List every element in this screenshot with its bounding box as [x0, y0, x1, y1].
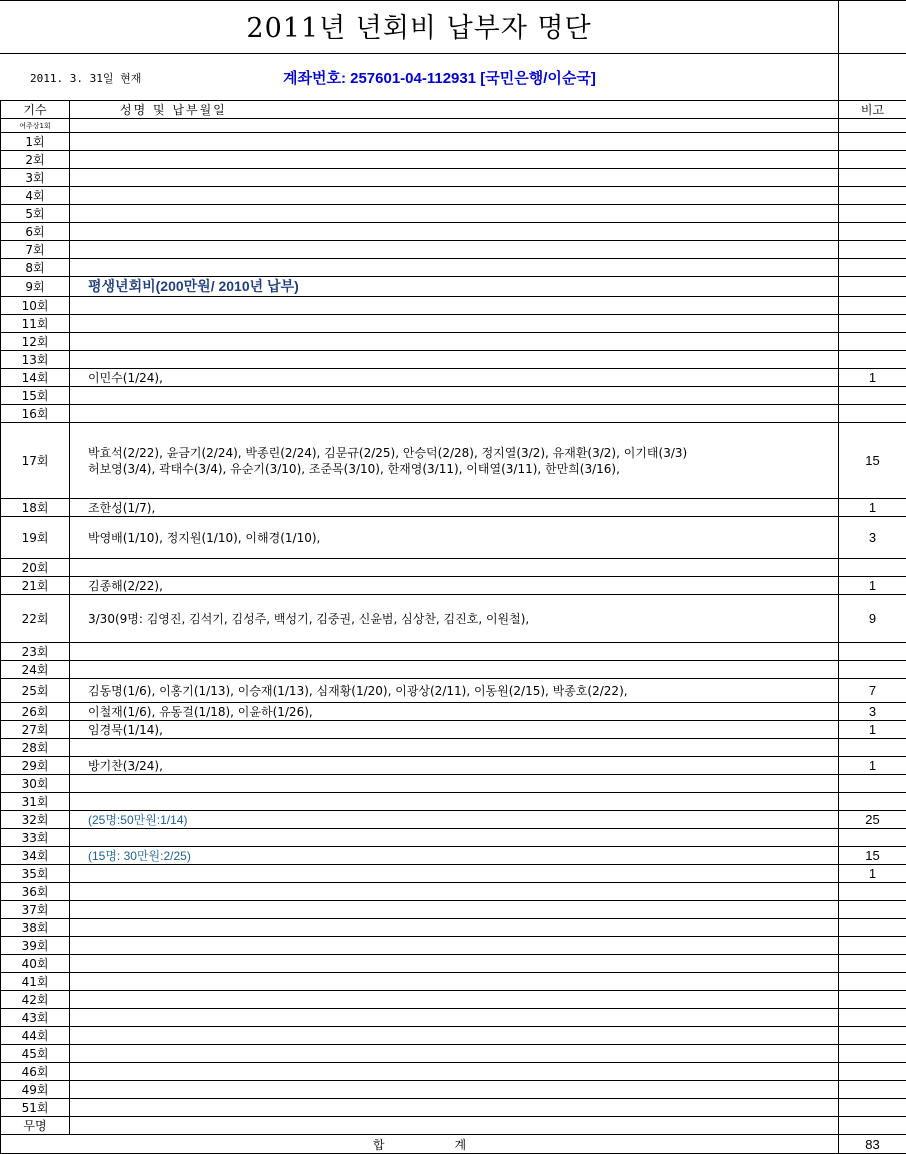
table-row — [1, 241, 906, 259]
cell-names — [70, 793, 839, 811]
cell-names — [70, 865, 839, 883]
cell-generation: 25회 — [1, 679, 70, 703]
table-row — [1, 901, 906, 919]
table-row — [1, 499, 906, 517]
cell-names — [70, 241, 839, 259]
cell-generation: 33회 — [1, 829, 70, 847]
table-row — [1, 205, 906, 223]
table-row — [1, 919, 906, 937]
cell-note — [839, 991, 906, 1009]
names-line: 박효석(2/22), 윤금기(2/24), 박종린(2/24), 김문규(2/25), 안승덕(2/28), 정지열(3/2), 유재환(3/2), 이기태(3/3) — [88, 445, 838, 461]
cell-note — [839, 169, 906, 187]
cell-names — [70, 991, 839, 1009]
cell-note — [839, 1045, 906, 1063]
cell-generation: 4회 — [1, 187, 70, 205]
table-row — [1, 937, 906, 955]
subtitle-row — [0, 53, 906, 101]
names-text: 김동명(1/6), 이홍기(1/13), 이승재(1/13), 심재황(1/20), 이광상(2/11), 이동원(2/15), 박종호(2/22), — [88, 684, 628, 698]
cell-note — [839, 259, 906, 277]
cell-generation: 11회 — [1, 315, 70, 333]
cell-generation: 5회 — [1, 205, 70, 223]
table-row — [1, 703, 906, 721]
cell-names — [70, 187, 839, 205]
table-row — [1, 775, 906, 793]
cell-generation: 15회 — [1, 387, 70, 405]
cell-generation: 3회 — [1, 169, 70, 187]
names-text: 이민수(1/24), — [88, 371, 163, 385]
cell-names — [70, 1009, 839, 1027]
cell-generation: 40회 — [1, 955, 70, 973]
table-row — [1, 169, 906, 187]
cell-note — [839, 829, 906, 847]
cell-note — [839, 205, 906, 223]
names-text: 이철재(1/6), 유동걸(1/18), 이윤하(1/26), — [88, 705, 313, 719]
payment-table — [0, 100, 906, 1154]
table-row — [1, 883, 906, 901]
cell-note — [839, 643, 906, 661]
table-row — [1, 721, 906, 739]
cell-note: 15 — [839, 423, 906, 499]
cell-generation: 23회 — [1, 643, 70, 661]
cell-names — [70, 315, 839, 333]
cell-note — [839, 297, 906, 315]
table-row — [1, 151, 906, 169]
cell-note — [839, 151, 906, 169]
table-row — [1, 277, 906, 297]
cell-note — [839, 883, 906, 901]
cell-generation: 51회 — [1, 1099, 70, 1117]
cell-names — [70, 259, 839, 277]
cell-names — [70, 119, 839, 133]
cell-generation: 20회 — [1, 559, 70, 577]
table-row — [1, 1117, 906, 1135]
table-row — [1, 793, 906, 811]
names-text: 박영배(1/10), 정지원(1/10), 이해경(1/10), — [88, 531, 320, 545]
cell-generation: 45회 — [1, 1045, 70, 1063]
cell-generation: 여주상1회 — [1, 119, 70, 133]
header-note: 비고 — [839, 101, 906, 119]
cell-generation: 22회 — [1, 595, 70, 643]
cell-generation: 9회 — [1, 277, 70, 297]
table-header — [1, 101, 906, 119]
table-row — [1, 661, 906, 679]
table-row — [1, 1099, 906, 1117]
cell-generation: 6회 — [1, 223, 70, 241]
cell-names — [70, 595, 839, 643]
table-row — [1, 643, 906, 661]
table-row — [1, 865, 906, 883]
cell-note: 1 — [839, 865, 906, 883]
cell-generation: 13회 — [1, 351, 70, 369]
cell-generation: 21회 — [1, 577, 70, 595]
cell-generation: 41회 — [1, 973, 70, 991]
cell-names — [70, 739, 839, 757]
cell-generation: 14회 — [1, 369, 70, 387]
cell-names — [70, 1099, 839, 1117]
title-row — [0, 0, 906, 54]
cell-generation: 19회 — [1, 517, 70, 559]
table-row — [1, 133, 906, 151]
cell-generation: 8회 — [1, 259, 70, 277]
table-row — [1, 847, 906, 865]
cell-note: 9 — [839, 595, 906, 643]
table-row — [1, 829, 906, 847]
total-label-b: 계 — [455, 1136, 467, 1153]
cell-names — [70, 423, 839, 499]
names-text: (25명:50만원:1/14) — [88, 813, 188, 827]
bank-account: 계좌번호: 257601-04-112931 [국민은행/이순국] — [283, 67, 596, 88]
cell-note — [839, 739, 906, 757]
total-label — [1, 1135, 839, 1154]
cell-note — [839, 955, 906, 973]
table-row — [1, 223, 906, 241]
cell-generation: 18회 — [1, 499, 70, 517]
cell-names — [70, 1081, 839, 1099]
table-row — [1, 991, 906, 1009]
cell-generation: 44회 — [1, 1027, 70, 1045]
table-row — [1, 1009, 906, 1027]
cell-names — [70, 499, 839, 517]
cell-names — [70, 297, 839, 315]
cell-names — [70, 369, 839, 387]
cell-generation: 29회 — [1, 757, 70, 775]
cell-note: 7 — [839, 679, 906, 703]
table-row — [1, 757, 906, 775]
cell-names — [70, 1027, 839, 1045]
cell-names — [70, 517, 839, 559]
names-text: 임경묵(1/14), — [88, 723, 163, 737]
cell-names — [70, 1117, 839, 1135]
cell-names — [70, 973, 839, 991]
names-text: (15명: 30만원:2/25) — [88, 849, 191, 863]
cell-note — [839, 1081, 906, 1099]
cell-note — [839, 661, 906, 679]
cell-names — [70, 679, 839, 703]
table-row — [1, 595, 906, 643]
table-row — [1, 577, 906, 595]
cell-generation: 31회 — [1, 793, 70, 811]
cell-generation: 38회 — [1, 919, 70, 937]
cell-note — [839, 187, 906, 205]
cell-names — [70, 387, 839, 405]
cell-generation: 34회 — [1, 847, 70, 865]
cell-names — [70, 643, 839, 661]
table-row — [1, 333, 906, 351]
cell-note: 15 — [839, 847, 906, 865]
cell-note — [839, 315, 906, 333]
cell-note — [839, 937, 906, 955]
cell-note — [839, 351, 906, 369]
cell-generation: 1회 — [1, 133, 70, 151]
cell-names — [70, 937, 839, 955]
cell-names — [70, 955, 839, 973]
cell-note — [839, 1063, 906, 1081]
cell-generation: 46회 — [1, 1063, 70, 1081]
cell-names — [70, 703, 839, 721]
title-right-cell — [838, 1, 906, 54]
header-gen: 기수 — [1, 101, 70, 119]
cell-names — [70, 883, 839, 901]
cell-generation: 16회 — [1, 405, 70, 423]
cell-names — [70, 351, 839, 369]
cell-note: 3 — [839, 703, 906, 721]
cell-note: 1 — [839, 577, 906, 595]
cell-names — [70, 811, 839, 829]
cell-names — [70, 757, 839, 775]
cell-generation: 49회 — [1, 1081, 70, 1099]
cell-note — [839, 901, 906, 919]
cell-names — [70, 405, 839, 423]
cell-note — [839, 1009, 906, 1027]
table-row — [1, 423, 906, 499]
cell-note: 1 — [839, 499, 906, 517]
names-line: 허보영(3/4), 곽태수(3/4), 유순기(3/10), 조준목(3/10), 한재영(3/11), 이태열(3/11), 한만희(3/16), — [88, 461, 838, 477]
table-row — [1, 405, 906, 423]
table-row — [1, 739, 906, 757]
table-row — [1, 351, 906, 369]
cell-names — [70, 151, 839, 169]
cell-names — [70, 775, 839, 793]
cell-names — [70, 1063, 839, 1081]
names-text: 조한성(1/7), — [88, 501, 155, 515]
cell-note — [839, 133, 906, 151]
names-text: 방기찬(3/24), — [88, 759, 163, 773]
cell-note: 1 — [839, 757, 906, 775]
as-of-date: 2011. 3. 31일 현재 — [30, 70, 141, 86]
subtitle-right-cell — [838, 54, 906, 101]
page-title: 2011년 년회비 납부자 명단 — [0, 1, 838, 54]
table-row — [1, 1063, 906, 1081]
table-row — [1, 973, 906, 991]
table-row — [1, 1045, 906, 1063]
cell-note: 3 — [839, 517, 906, 559]
cell-generation: 43회 — [1, 1009, 70, 1027]
cell-note — [839, 793, 906, 811]
cell-names — [70, 333, 839, 351]
table-row — [1, 259, 906, 277]
names-text: 김종해(2/22), — [88, 579, 163, 593]
cell-generation: 39회 — [1, 937, 70, 955]
cell-note: 1 — [839, 721, 906, 739]
cell-generation: 10회 — [1, 297, 70, 315]
cell-generation: 36회 — [1, 883, 70, 901]
cell-names — [70, 919, 839, 937]
cell-generation: 28회 — [1, 739, 70, 757]
cell-generation: 17회 — [1, 423, 70, 499]
cell-note — [839, 223, 906, 241]
cell-names — [70, 223, 839, 241]
cell-generation: 32회 — [1, 811, 70, 829]
cell-note — [839, 1117, 906, 1135]
table-row — [1, 811, 906, 829]
cell-note — [839, 775, 906, 793]
table-row — [1, 955, 906, 973]
cell-generation: 12회 — [1, 333, 70, 351]
cell-names — [70, 205, 839, 223]
cell-note — [839, 119, 906, 133]
table-row — [1, 679, 906, 703]
cell-names — [70, 277, 839, 297]
cell-generation: 35회 — [1, 865, 70, 883]
cell-generation: 27회 — [1, 721, 70, 739]
cell-note — [839, 405, 906, 423]
cell-names — [70, 169, 839, 187]
cell-note — [839, 387, 906, 405]
cell-note — [839, 1027, 906, 1045]
cell-note — [839, 919, 906, 937]
table-row — [1, 315, 906, 333]
cell-note: 1 — [839, 369, 906, 387]
cell-note — [839, 559, 906, 577]
cell-generation: 42회 — [1, 991, 70, 1009]
table-row — [1, 369, 906, 387]
cell-names — [70, 829, 839, 847]
total-label-a: 합 — [373, 1136, 385, 1153]
cell-generation: 무명 — [1, 1117, 70, 1135]
names-text: 평생년회비(200만원/ 2010년 납부) — [88, 278, 299, 294]
table-row — [1, 517, 906, 559]
cell-names — [70, 577, 839, 595]
cell-generation: 37회 — [1, 901, 70, 919]
cell-note — [839, 973, 906, 991]
header-names: 성명 및 납부월일 — [70, 101, 839, 119]
cell-note — [839, 1099, 906, 1117]
names-text: 3/30(9명: 김영진, 김석기, 김성주, 백성기, 김중권, 신윤범, 심상찬, 김진호, 이원철), — [88, 612, 529, 626]
cell-note — [839, 333, 906, 351]
cell-generation: 2회 — [1, 151, 70, 169]
cell-note — [839, 277, 906, 297]
table-row — [1, 187, 906, 205]
cell-names — [70, 1045, 839, 1063]
cell-generation: 30회 — [1, 775, 70, 793]
table-row — [1, 1081, 906, 1099]
total-value: 83 — [839, 1135, 906, 1154]
table-row — [1, 1027, 906, 1045]
cell-generation: 26회 — [1, 703, 70, 721]
table-row — [1, 387, 906, 405]
cell-names — [70, 559, 839, 577]
cell-generation: 24회 — [1, 661, 70, 679]
cell-names — [70, 721, 839, 739]
cell-names — [70, 661, 839, 679]
table-row — [1, 119, 906, 133]
cell-note: 25 — [839, 811, 906, 829]
table-row — [1, 559, 906, 577]
table-row — [1, 297, 906, 315]
cell-generation: 7회 — [1, 241, 70, 259]
total-row — [1, 1135, 906, 1154]
cell-names — [70, 847, 839, 865]
cell-note — [839, 241, 906, 259]
cell-names — [70, 901, 839, 919]
cell-names — [70, 133, 839, 151]
